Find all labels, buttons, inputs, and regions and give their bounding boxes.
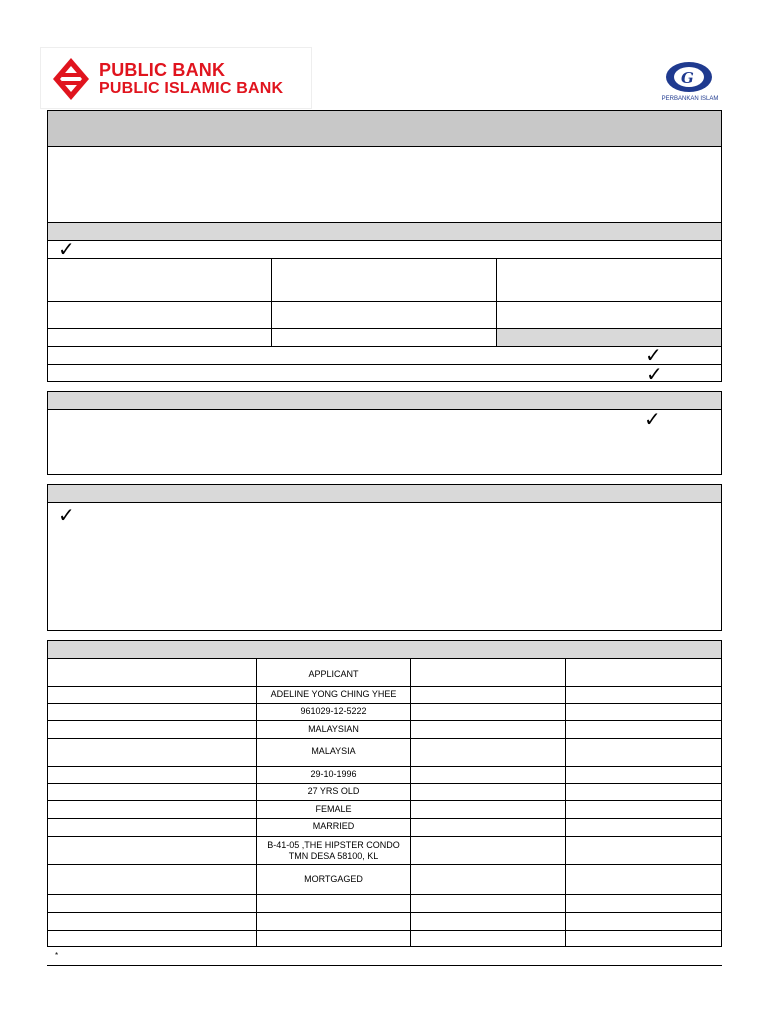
applicant-column-header: APPLICANT: [308, 669, 359, 679]
table-row-divider: [47, 930, 722, 931]
bank-name-1: PUBLIC BANK: [99, 60, 226, 80]
section-3-header: [47, 391, 722, 410]
section-2-row-divider: [47, 258, 722, 259]
checkmark-icon: ✓: [645, 343, 662, 367]
checkmark-icon: ✓: [58, 503, 75, 527]
section-2-row-divider: [47, 301, 722, 302]
table-row-divider: [47, 800, 722, 801]
applicant-table: [47, 658, 722, 947]
perbankan-islam-logo: [660, 60, 720, 116]
section-4-header: [47, 484, 722, 503]
section-2-shaded-cell: [497, 329, 721, 346]
bank-name-2: PUBLIC ISLAMIC BANK: [99, 80, 284, 97]
table-row-divider: [47, 912, 722, 913]
public-bank-logo: [40, 47, 312, 109]
footnote-marker: *: [55, 951, 59, 960]
table-row-divider: [47, 738, 722, 739]
table-row-divider: [47, 766, 722, 767]
checkmark-icon: ✓: [644, 407, 661, 431]
applicant-age-value: 27 YRS OLD: [307, 786, 360, 796]
table-row-divider: [47, 864, 722, 865]
applicant-name-value: ADELINE YONG CHING YHEE: [270, 689, 397, 699]
footer-rule: [47, 965, 722, 966]
applicant-gender-value: FEMALE: [315, 804, 352, 814]
table-row-divider: [47, 894, 722, 895]
section-2-body: [47, 237, 722, 386]
applicant-address-line-1: B-41-05 ,THE HIPSTER CONDO: [267, 840, 400, 850]
public-bank-emblem-icon: [51, 56, 91, 102]
applicant-country-value: MALAYSIA: [311, 746, 356, 756]
applicant-marital-value: MARRIED: [312, 821, 355, 831]
applicant-nationality-value: MALAYSIAN: [308, 724, 359, 734]
table-col-divider: [410, 658, 411, 947]
applicant-address-line-2: TMN DESA 58100, KL: [288, 851, 379, 861]
section-4-body: [47, 502, 722, 631]
checkmark-icon: ✓: [58, 237, 75, 261]
checkmark-icon: ✓: [646, 362, 663, 386]
section-3-body: [47, 409, 722, 475]
section-2-col-divider: [271, 258, 272, 346]
applicant-table-header: [47, 640, 722, 659]
table-col-divider: [565, 658, 566, 947]
table-row-divider: [47, 703, 722, 704]
table-row-divider: [47, 818, 722, 819]
form-intro-box: [47, 146, 722, 223]
table-row-divider: [47, 686, 722, 687]
svg-text:G: G: [681, 69, 694, 87]
partner-logo-text: PERBANKAN ISLAM: [661, 96, 719, 102]
table-row-divider: [47, 783, 722, 784]
section-2-row-divider: [47, 346, 722, 347]
applicant-dob-value: 29-10-1996: [310, 769, 357, 779]
section-2-row-divider: [47, 364, 722, 365]
perbankan-islam-emblem-icon: [664, 60, 714, 94]
section-2-header: [47, 222, 722, 241]
applicant-residence-status-value: MORTGAGED: [304, 874, 363, 884]
table-row-divider: [47, 720, 722, 721]
applicant-ic-value: 961029-12-5222: [300, 706, 367, 716]
table-row-divider: [47, 836, 722, 837]
table-col-divider: [256, 658, 257, 947]
form-title-bar: [47, 110, 722, 147]
